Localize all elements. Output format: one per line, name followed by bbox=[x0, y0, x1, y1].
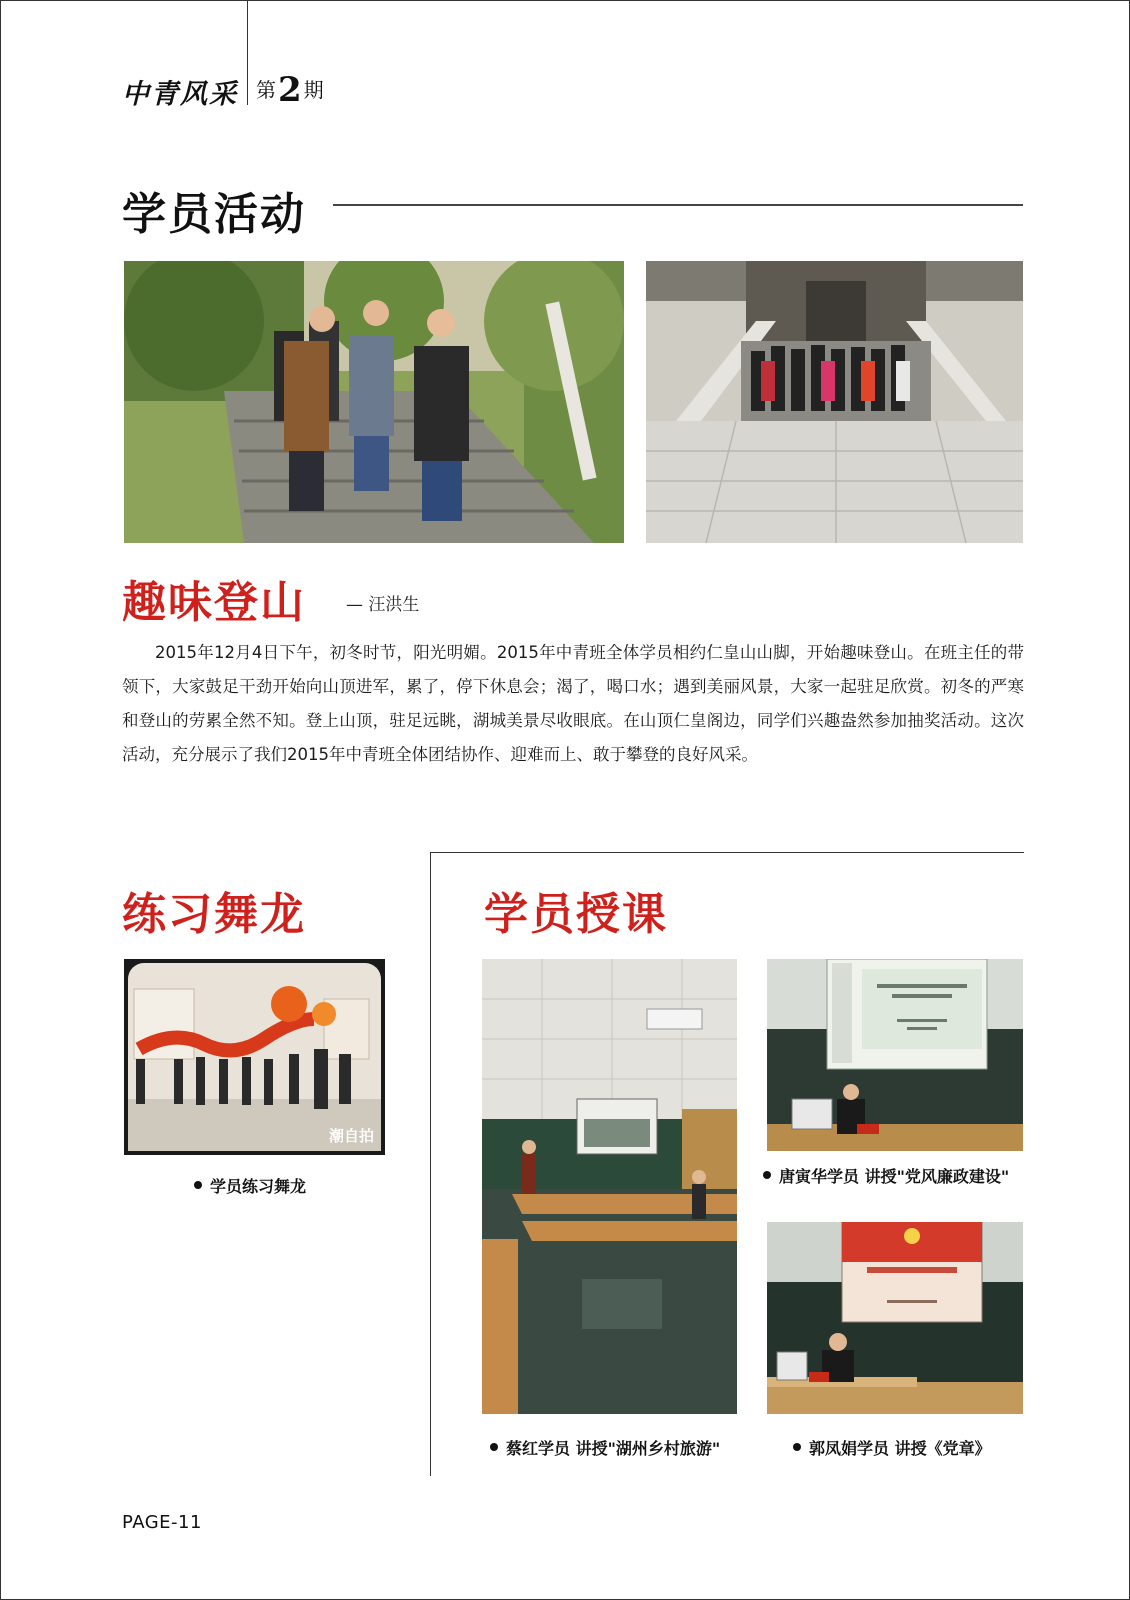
bullet-icon bbox=[793, 1443, 801, 1451]
cai-caption bbox=[490, 1436, 720, 1459]
bullet-icon bbox=[194, 1181, 202, 1189]
hiking-title: 趣味登山 bbox=[122, 577, 306, 628]
cai-caption-text: 蔡红学员 讲授"湖州乡村旅游" bbox=[506, 1439, 721, 1458]
bullet-icon bbox=[490, 1443, 498, 1451]
issue-number: 2 bbox=[278, 70, 302, 110]
dragon-caption bbox=[194, 1174, 306, 1197]
tang-caption bbox=[763, 1164, 1009, 1187]
bullet-icon bbox=[763, 1171, 771, 1179]
issue-suffix: 期 bbox=[303, 78, 324, 102]
hiking-byline: — 汪洪生 bbox=[346, 595, 420, 615]
dragon-title: 练习舞龙 bbox=[122, 889, 306, 940]
column-divider-vertical bbox=[430, 852, 431, 1476]
classroom-photo bbox=[482, 959, 737, 1414]
lecture-title: 学员授课 bbox=[484, 889, 668, 940]
photo-watermark: 潮自拍 bbox=[329, 1127, 375, 1145]
party-integrity-lecture-photo bbox=[767, 959, 1023, 1151]
issue-prefix: 第 bbox=[256, 78, 276, 102]
dragon-caption-text: 学员练习舞龙 bbox=[210, 1177, 307, 1196]
hiking-stairs-photo bbox=[124, 261, 624, 543]
guo-caption bbox=[793, 1436, 991, 1459]
magazine-logo: 中青风采 bbox=[122, 79, 238, 110]
guo-caption-text: 郭凤娟学员 讲授《党章》 bbox=[809, 1439, 991, 1458]
column-divider-horizontal bbox=[430, 852, 1024, 853]
hiking-paragraph: 2015年12月4日下午，初冬时节，阳光明媚。2015年中青班全体学员相约仁皇山山脚，开始趣味登山。在班主任的带领下，大家鼓足干劲开始向山顶进军，累了，停下休息会；渴了，喝口水；遇到美丽风景，大家一起驻足欣赏。初冬的严寒和登山的劳累全然不知。登上山顶，驻足远眺，湖城美景尽收眼底。在山顶仁皇阁边，同学们兴趣盎然参加抽奖活动。这次活动，充分展示了我们2015年中青班全体团结协作、迎难而上、敢于攀登的良好风采。 bbox=[122, 643, 1024, 764]
section-title: 学员活动 bbox=[122, 189, 306, 240]
dragon-dance-photo bbox=[124, 959, 385, 1155]
header-divider-line bbox=[247, 0, 248, 105]
section-title-rule bbox=[333, 204, 1023, 206]
issue-label bbox=[256, 70, 324, 110]
page-number: PAGE-11 bbox=[122, 1512, 202, 1533]
party-constitution-lecture-photo bbox=[767, 1222, 1023, 1414]
group-building-photo bbox=[646, 261, 1023, 543]
tang-caption-text: 唐寅华学员 讲授"党风廉政建设" bbox=[779, 1167, 1010, 1186]
